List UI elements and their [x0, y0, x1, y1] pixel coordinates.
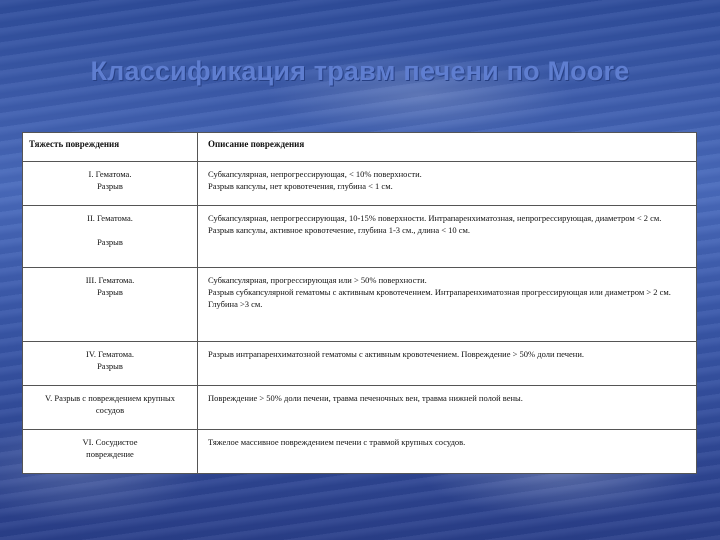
grade-label: VI. Сосудистое — [82, 437, 138, 447]
description-cell — [198, 430, 697, 474]
grade-label: IV. Гематома. — [86, 349, 134, 359]
description-line: Субкапсулярная, непрогрессирующая, < 10% поверхности. — [208, 169, 422, 179]
table-row — [23, 430, 697, 474]
table-row — [23, 268, 697, 342]
grade-sublabel: повреждение — [86, 449, 134, 459]
description-line: Тяжелое массивное повреждением печени с травмой крупных сосудов. — [208, 437, 466, 447]
grade-sublabel: Разрыв — [97, 287, 123, 297]
grade-label: I. Гематома. — [88, 169, 132, 179]
description-line: Разрыв субкапсулярной гематомы с активным кровотечением. Интрапаренхиматозная прогрессирующая или диаметром > 2 см. Глубина >3 см. — [208, 287, 671, 309]
grade-sublabel: Разрыв — [97, 237, 123, 247]
description-line: Разрыв капсулы, активное кровотечение, глубина 1-3 см., длина < 10 см. — [208, 225, 471, 235]
description-cell — [198, 268, 697, 342]
grade-sublabel: сосудов — [95, 405, 125, 415]
grade-label: III. Гематома. — [85, 275, 135, 285]
grade-cell — [23, 206, 198, 268]
slide-title: Классификация травм печени по Moore — [90, 56, 630, 86]
table-row — [23, 162, 697, 206]
description-cell — [198, 342, 697, 386]
grade-label: V. Разрыв с повреждением крупных — [45, 393, 175, 403]
description-line: Повреждение > 50% доли печени, травма печеночных вен, травма нижней полой вены. — [208, 393, 523, 403]
table-row — [23, 386, 697, 430]
description-cell — [198, 206, 697, 268]
description-line: Субкапсулярная, непрогрессирующая, 10-15% поверхности. Интрапаренхиматозная, непрогрессирующая, диаметром < 2 см. — [208, 213, 662, 223]
description-line: Субкапсулярная, прогрессирующая или > 50% поверхности. — [208, 275, 427, 285]
grade-cell — [23, 162, 198, 206]
grade-sublabel: Разрыв — [97, 181, 123, 191]
liver-injury-table — [22, 132, 697, 474]
description-line: Разрыв интрапаренхиматозной гематомы с активным кровотечением. Повреждение > 50% доли печени. — [208, 349, 585, 359]
table-row — [23, 206, 697, 268]
grade-cell — [23, 342, 198, 386]
grade-cell — [23, 386, 198, 430]
grade-cell — [23, 268, 198, 342]
description-cell — [198, 162, 697, 206]
description-cell — [198, 386, 697, 430]
table-row — [23, 342, 697, 386]
grade-label: II. Гематома. — [87, 213, 133, 223]
header-severity: Тяжесть повреждения — [23, 133, 198, 162]
table-header-row — [23, 133, 697, 162]
grade-sublabel: Разрыв — [97, 361, 123, 371]
grade-cell — [23, 430, 198, 474]
header-description: Описание повреждения — [198, 133, 697, 162]
description-line: Разрыв капсулы, нет кровотечения, глубина < 1 см. — [208, 181, 393, 191]
